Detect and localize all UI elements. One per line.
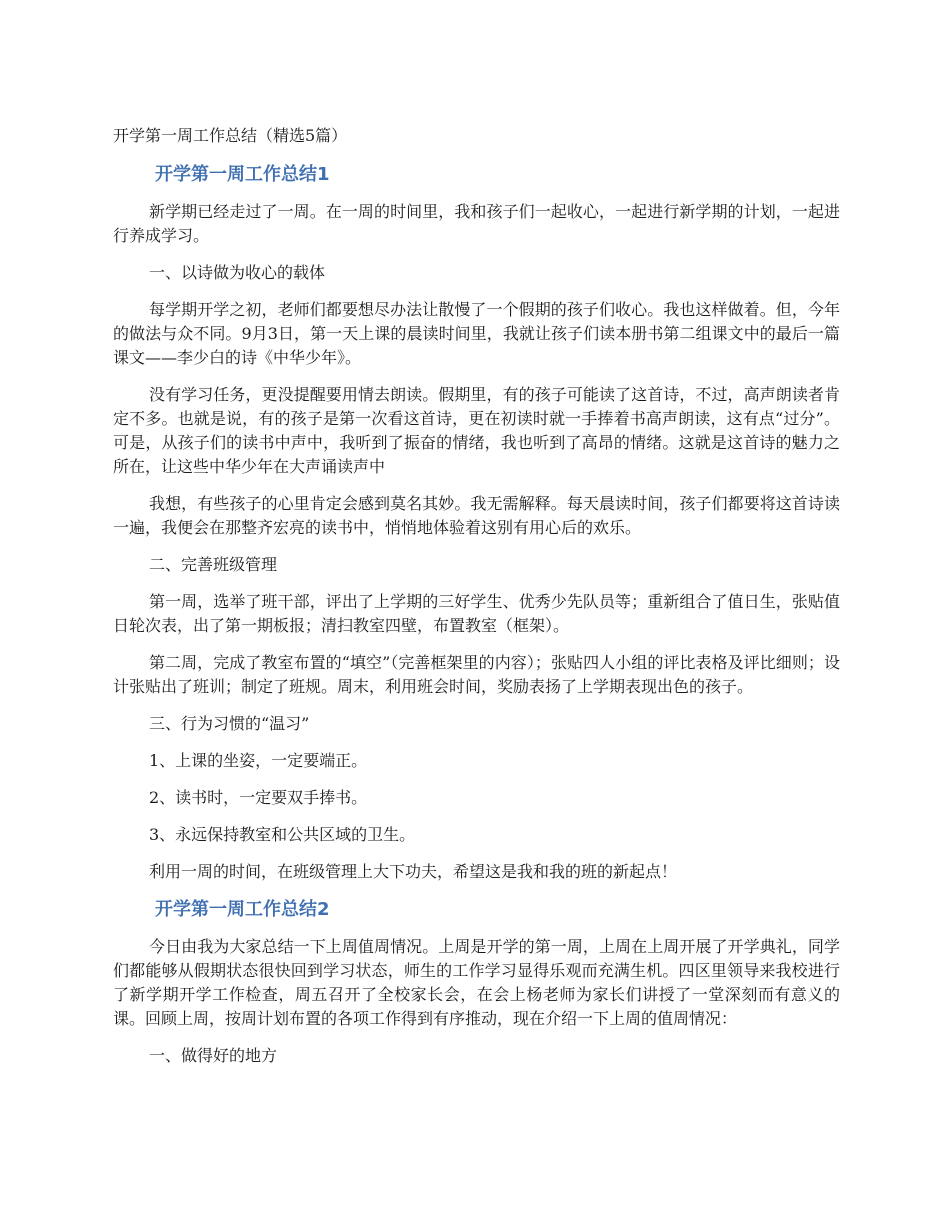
paragraph: 三、行为习惯的“温习” [149, 714, 310, 733]
paragraph: 一、做得好的地方 [149, 1046, 278, 1065]
paragraph: 没有学习任务，更没提醒要用情去朗读。假期里，有的孩子可能读了这首诗，不过，高声朗读者肯定不多。也就是说，有的孩子是第一次看这首诗，更在初读时就一手捧着书高声朗读，这有点“过分”。可是，从孩子们的读书中声中，我听到了振奋的情绪，我也听到了高昂的情绪。这就是这首诗的魅力之所在，让这些中华少年在大声诵读声中 [113, 385, 840, 476]
paragraph: 今日由我为大家总结一下上周值周情况。上周是开学的第一周，上周在上周开展了开学典礼，同学们都能够从假期状态很快回到学习状态，师生的工作学习显得乐观而充满生机。四区里领导来我校进行了新学期开学工作检查，周五召开了全校家长会，在会上杨老师为家长们讲授了一堂深刻而有意义的课。回顾上周，按周计划布置的各项工作得到有序推动，现在介绍一下上周的值周情况： [113, 937, 840, 1028]
paragraph: 每学期开学之初，老师们都要想尽办法让散慢了一个假期的孩子们收心。我也这样做着。但，今年的做法与众不同。9月3日，第一天上课的晨读时间里，我就让孩子们读本册书第二组课文中的最后一篇课文——李少白的诗《中华少年》。 [113, 300, 840, 367]
paragraph: 1、上课的坐姿，一定要端正。 [149, 751, 368, 770]
paragraph: 3、永远保持教室和公共区域的卫生。 [149, 825, 416, 844]
document-page [113, 124, 840, 1081]
section-2 [113, 897, 840, 1068]
paragraph: 第一周，选举了班干部，评出了上学期的三好学生、优秀少先队员等；重新组合了值日生，张贴值日轮次表，出了第一期板报；清扫教室四壁，布置教室（框架）。 [113, 592, 840, 635]
paragraph: 新学期已经走过了一周。在一周的时间里，我和孩子们一起收心，一起进行新学期的计划，一起进行养成学习。 [113, 202, 840, 245]
section-1 [113, 162, 840, 884]
paragraph: 一、以诗做为收心的载体 [149, 263, 326, 282]
section-heading: 开学第一周工作总结2 [155, 899, 330, 920]
document-title: 开学第一周工作总结（精选5篇） [113, 126, 348, 145]
paragraph: 2、读书时，一定要双手捧书。 [149, 788, 368, 807]
section-heading: 开学第一周工作总结1 [155, 164, 330, 185]
paragraph: 二、完善班级管理 [149, 555, 278, 574]
paragraph: 我想，有些孩子的心里肯定会感到莫名其妙。我无需解释。每天晨读时间，孩子们都要将这首诗读一遍，我便会在那整齐宏亮的读书中，悄悄地体验着这别有用心后的欢乐。 [113, 494, 840, 537]
paragraph: 第二周，完成了教室布置的“填空”（完善框架里的内容）；张贴四人小组的评比表格及评比细则；设计张贴出了班训；制定了班规。周末，利用班会时间，奖励表扬了上学期表现出色的孩子。 [113, 653, 840, 696]
paragraph: 利用一周的时间，在班级管理上大下功夫，希望这是我和我的班的新起点！ [149, 862, 678, 881]
